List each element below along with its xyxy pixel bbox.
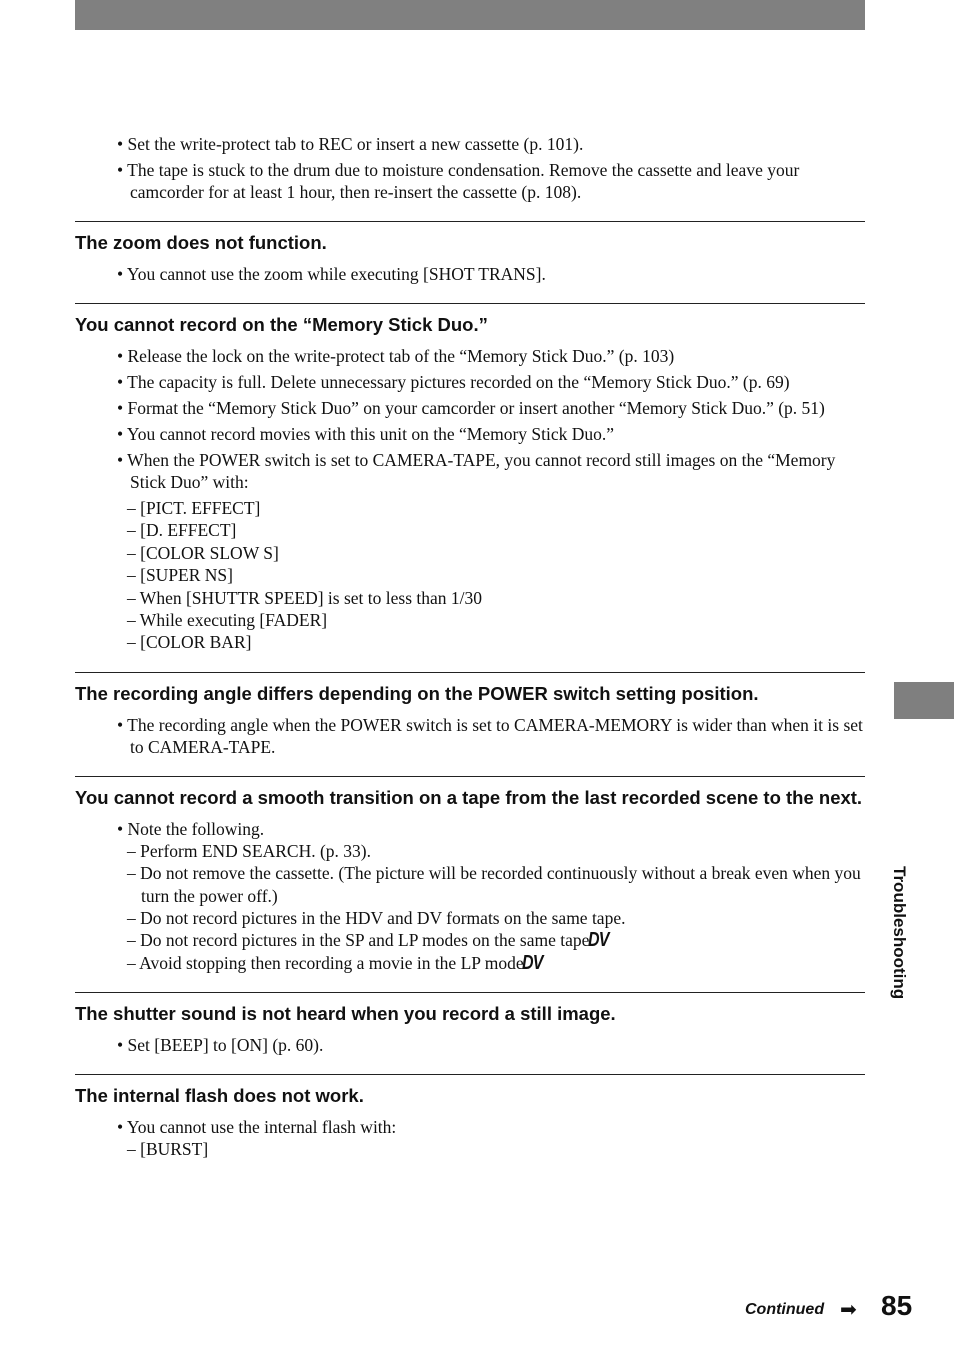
sub-item [126, 609, 865, 631]
item-text: • Set [BEEP] to [ON] (p. 60). [117, 1035, 324, 1056]
dv-mark-icon: DV [588, 929, 609, 952]
item-text: – [COLOR BAR] [127, 632, 252, 653]
section-tab [894, 682, 954, 719]
list-item: • The tape is stuck to the drum due to moisture condensation. Remove the cassette and leave your camcorder for at least 1 hour, then re-insert the cassette (p. 108). [117, 160, 800, 202]
sub-item [126, 907, 865, 929]
item-text: • When the POWER switch is set to CAMERA-TAPE, you cannot record still images on the “Memory Stick Duo” with: [117, 450, 836, 492]
list-item [117, 714, 865, 758]
item-text: – Avoid stopping then recording a movie in the LP mode. [127, 952, 528, 973]
list-item [117, 818, 865, 840]
item-text: – Perform END SEARCH. (p. 33). [127, 840, 372, 861]
item-text: • Note the following. [117, 818, 265, 839]
section-heading: The shutter sound is not heard when you record a still image. [75, 1003, 616, 1025]
section-tab-label: Troubleshooting [890, 866, 909, 1000]
item-text: – [BURST] [127, 1139, 209, 1160]
section [75, 1074, 865, 1160]
item-text: • The capacity is full. Delete unnecessary pictures recorded on the “Memory Stick Duo.” (p. 69) [117, 372, 790, 392]
list-item [117, 397, 865, 419]
item-text: – [COLOR SLOW S] [127, 542, 279, 563]
list-item [117, 263, 865, 285]
item-text: – Do not remove the cassette. (The picture will be recorded continuously without a break even when you turn the power off.) [127, 863, 861, 906]
item-text: – [D. EFFECT] [127, 520, 237, 541]
page-footer [745, 1290, 915, 1330]
sub-item [126, 631, 865, 653]
intro-list [75, 133, 865, 203]
section-heading: The zoom does not function. [75, 232, 327, 253]
header-bar [75, 0, 865, 30]
list-item [117, 423, 865, 445]
item-text: • Format the “Memory Stick Duo” on your camcorder or insert another “Memory Stick Duo.” (p. 51) [117, 398, 825, 418]
sub-item [126, 542, 865, 564]
item-text: • The recording angle when the POWER switch is set to CAMERA-MEMORY is wider than when it is set to CAMERA-TAPE. [117, 714, 863, 757]
section [75, 992, 865, 1056]
item-text: – When [SHUTTR SPEED] is set to less than 1/30 [127, 587, 483, 608]
page-number: 85 [881, 1290, 913, 1321]
sub-item [126, 952, 865, 974]
sub-item [126, 862, 865, 907]
list-item [117, 1116, 865, 1138]
item-text: – [SUPER NS] [127, 565, 233, 586]
item-text: • Release the lock on the write-protect tab of the “Memory Stick Duo.” (p. 103) [117, 346, 675, 366]
section [75, 303, 865, 654]
sub-item [126, 564, 865, 586]
section-heading: You cannot record a smooth transition on a tape from the last recorded scene to the next. [75, 786, 863, 808]
troubleshooting-sections [75, 221, 865, 1161]
sub-item [126, 587, 865, 609]
item-text: – [PICT. EFFECT] [127, 498, 261, 518]
item-text: – Do not record pictures in the HDV and DV formats on the same tape. [127, 908, 626, 929]
item-text: • You cannot record movies with this unit on the “Memory Stick Duo.” [117, 424, 615, 444]
dv-mark-icon: DV [522, 951, 543, 974]
page-content [75, 133, 865, 1161]
sub-item [126, 497, 865, 519]
sub-item [126, 840, 865, 862]
item-text: – Do not record pictures in the SP and LP modes on the same tape. [127, 930, 594, 951]
section [75, 221, 865, 285]
item-text: • You cannot use the internal flash with: [117, 1117, 397, 1138]
list-item [117, 371, 865, 393]
arrow-right-icon: ➡ [840, 1297, 857, 1321]
item-text: – While executing [FADER] [127, 610, 328, 631]
sub-item [126, 519, 865, 541]
sub-item [126, 929, 865, 951]
list-item [117, 1034, 865, 1056]
section [75, 672, 865, 758]
item-text: • You cannot use the zoom while executing [SHOT TRANS]. [117, 264, 546, 284]
list-item [117, 449, 865, 493]
section [75, 776, 865, 974]
list-item [117, 345, 865, 367]
section-heading: The recording angle differs depending on the POWER switch setting position. [75, 682, 759, 704]
section-heading: The internal flash does not work. [75, 1085, 364, 1107]
continued-label: Continued [745, 1301, 825, 1318]
sub-item [126, 1138, 865, 1160]
section-heading: You cannot record on the “Memory Stick Duo.” [75, 314, 488, 335]
list-item: • Set the write-protect tab to REC or insert a new cassette (p. 101). [117, 134, 584, 154]
